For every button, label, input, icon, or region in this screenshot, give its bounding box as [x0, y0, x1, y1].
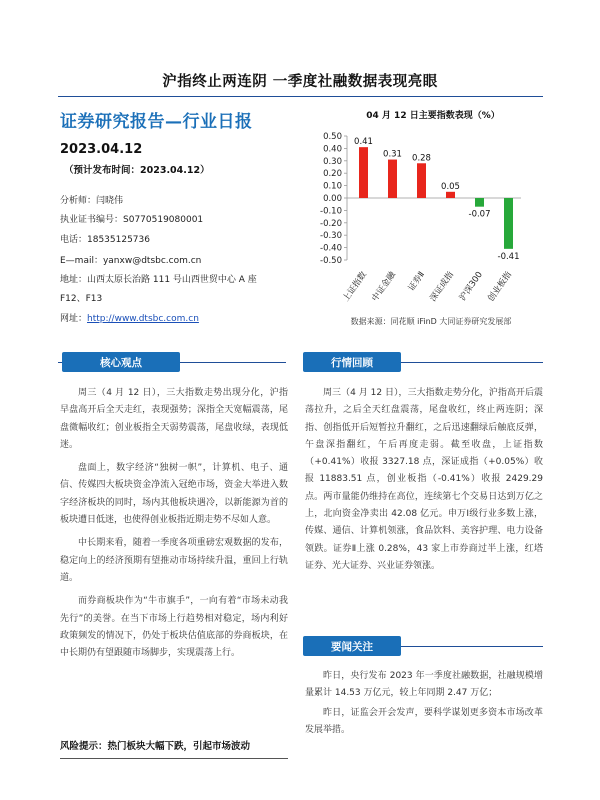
data-label: 0.05 — [441, 181, 460, 192]
publish-date: （预计发布时间：2023.04.12） — [64, 165, 210, 176]
y-tick-label: 0.40 — [323, 144, 342, 155]
certificate-number: 执业证书编号：S0770519080001 — [60, 215, 204, 225]
report-title: 证券研究报告—行业日报 — [60, 112, 253, 132]
y-tick-label: -0.30 — [320, 231, 342, 242]
y-tick-label: 0.50 — [323, 132, 342, 142]
category-label: 证券Ⅱ — [406, 269, 427, 294]
core-section-body — [60, 385, 288, 662]
category-label: 中证金融 — [370, 269, 398, 304]
core-paragraph: 而券商板块作为“牛市旗手”，一向有着“市场未动我先行”的美誉。在当下市场上行趋势相对稳定，场内利好政策频发的情况下，仍处于板块估值底部的券商板块，在中长期仍有望跟随市场脚步，实现震荡上行。 — [60, 596, 288, 659]
category-label: 创业板指 — [486, 269, 514, 304]
header-rule — [58, 96, 543, 97]
category-label: 沪深300 — [457, 269, 485, 303]
core-paragraph: 周三（4 月 12 日），三大指数走势出现分化，沪指早盘高开后全天走红，表现强势；深指全天宽幅震荡，尾盘微幅收红；创业板指全天弱势震荡，尾盘收绿，表现低迷。 — [60, 388, 288, 450]
y-tick-label: 0.30 — [323, 156, 342, 167]
email: E—mail：yanxw@dtsbc.com.cn — [60, 256, 202, 266]
data-label: -0.07 — [468, 209, 491, 220]
bar — [417, 163, 426, 198]
category-label: 深证成指 — [428, 269, 456, 304]
address: 地址：山西太原长治路 111 号山西世贸中心 A 座 — [60, 275, 257, 285]
data-label: 0.31 — [383, 149, 402, 160]
market-section-body — [305, 385, 543, 575]
risk-warning: 风险提示：热门板块大幅下跌，引起市场波动 — [60, 741, 251, 752]
index-bar-chart — [315, 122, 547, 314]
chart-source: 数据来源：同花顺 iFinD 大同证券研究发展部 — [350, 317, 512, 326]
bar — [504, 198, 513, 249]
news-paragraph: 昨日，证监会开会发声，要科学谋划更多资本市场改革发展举措。 — [305, 707, 543, 735]
news-paragraph: 昨日，央行发布 2023 年一季度社融数据，社融规模增量累计 14.53 万亿元，较上年同期 2.47 万亿； — [305, 671, 543, 699]
chart-title: 04 月 12 日主要指数表现（%） — [366, 111, 500, 121]
phone: 电话：18535125736 — [60, 235, 150, 245]
data-label: 0.28 — [412, 153, 431, 164]
news-section-header: 要闻关注 — [303, 636, 401, 656]
website — [60, 313, 199, 325]
category-label: 上证指数 — [341, 269, 369, 304]
y-tick-label: -0.10 — [320, 206, 342, 217]
bar — [388, 160, 397, 198]
y-tick-label: 0.00 — [323, 194, 342, 204]
address-line2: F12、F13 — [60, 294, 103, 304]
core-section-header: 核心观点 — [62, 352, 180, 372]
core-paragraph: 盘面上，数字经济“独树一帜”，计算机、电子、通信、传媒四大板块资金净流入冠绝市场，资金大举进入数字经济板块的同时，场内其他板块遇冷，以新能源为首的板块遭日低迷，也使得创业板指近期走势不尽如人意。 — [60, 463, 288, 526]
news-section-body — [305, 668, 543, 739]
data-label: -0.41 — [497, 251, 520, 262]
core-paragraph: 中长期来看，随着一季度各项重磅宏观数据的发布，稳定向上的经济预期有望推动市场持续升温，重回上行轨道。 — [60, 538, 288, 583]
risk-rule — [60, 758, 288, 759]
y-tick-label: -0.50 — [320, 256, 342, 266]
analyst: 分析师：闫晓伟 — [60, 196, 124, 206]
y-tick-label: 0.20 — [323, 169, 342, 180]
bar — [446, 192, 455, 198]
website-link[interactable]: http://www.dtsbc.com.cn — [87, 314, 199, 324]
market-paragraph: 周三（4 月 12 日），三大指数走势分化，沪指高开后震荡拉升，之后全天红盘震荡，尾盘收红，终止两连阴；深指、创指低开后短暂拉升翻红，之后迅速翻绿后触底反弹，午盘深指翻红，午后再度走弱。截至收盘，上证指数（+0.41%）收报 3327.18 点，深证成指（+0.05%）收报 11883.51 点，创业板指（-0.41%）收报 2429.29 点。两市量能仍维持在高位，连续第七个交易日达到万亿之上，北向资金净卖出 42.08 亿元。申万Ⅰ级行业多数上涨，传媒、通信、计算机领涨，食品饮料、美容护理、电力设备领跌。证券Ⅱ上涨 0.28%，43 家上市券商过半上涨，红塔证券、光大证券、兴业证券领涨。 — [305, 388, 543, 571]
website-label: 网址： — [60, 314, 88, 324]
data-label: 0.41 — [354, 137, 373, 148]
headline: 沪指终止两连阴 一季度社融数据表现亮眼 — [162, 74, 438, 90]
bar — [359, 147, 368, 198]
bar — [475, 198, 484, 207]
y-tick-label: 0.10 — [323, 181, 342, 192]
market-section-header: 行情回顾 — [303, 352, 401, 372]
report-date: 2023.04.12 — [60, 142, 143, 157]
y-tick-label: -0.40 — [320, 243, 342, 254]
y-tick-label: -0.20 — [320, 218, 342, 229]
